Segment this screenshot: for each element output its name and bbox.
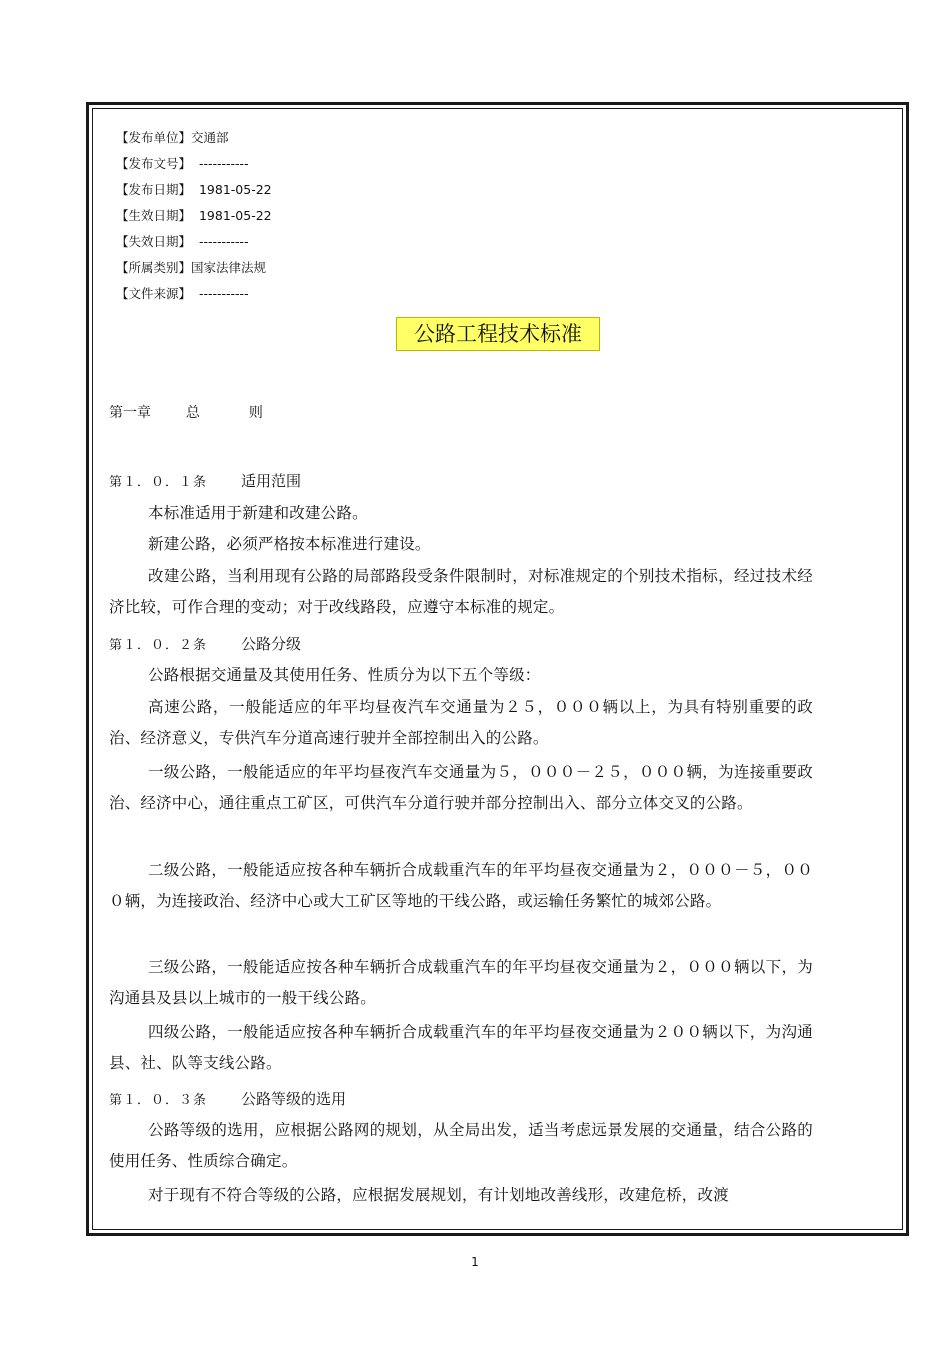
paragraph: 新建公路，必须严格按本标准进行建设。	[148, 535, 431, 553]
chapter-number: 第一章	[109, 405, 151, 421]
meta-source: 【文件来源】 -----------	[116, 286, 249, 301]
meta-effective-date: 【生效日期】 1981-05-22	[116, 208, 272, 223]
paragraph: 二级公路，一般能适应按各种车辆折合成载重汽车的年平均昼夜交通量为２，０００－５，０００辆，为连接政治、经济中心或大工矿区等地的干线公路，或运输任务繁忙的城郊公路。	[109, 861, 813, 910]
paragraph: 高速公路，一般能适应的年平均昼夜汽车交通量为２５，０００辆以上，为具有特别重要的政治、经济意义，专供汽车分道高速行驶并全部控制出入的公路。	[109, 698, 813, 747]
meta-doc-number: 【发布文号】 -----------	[116, 156, 249, 171]
meta-publish-date: 【发布日期】 1981-05-22	[116, 182, 272, 197]
article-2-heading	[109, 634, 301, 656]
article-1-heading	[109, 471, 301, 493]
document-title: 公路工程技术标准	[396, 317, 600, 351]
paragraph: 公路根据交通量及其使用任务、性质分为以下五个等级：	[148, 666, 541, 684]
article-number: 第１．０．３条	[109, 1093, 208, 1108]
paragraph: 三级公路，一般能适应按各种车辆折合成载重汽车的年平均昼夜交通量为２，０００辆以下，为沟通县及县以上城市的一般干线公路。	[109, 958, 813, 1007]
chapter-heading	[109, 403, 263, 423]
paragraph: 改建公路，当利用现有公路的局部路段受条件限制时，对标准规定的个别技术指标，经过技术经济比较，可作合理的变动；对于改线路段，应遵守本标准的规定。	[109, 567, 813, 616]
meta-publisher: 【发布单位】交通部	[116, 130, 229, 145]
article-number: 第１．０．１条	[109, 475, 208, 490]
meta-expiry-date: 【失效日期】 -----------	[116, 234, 249, 249]
paragraph: 四级公路，一般能适应按各种车辆折合成载重汽车的年平均昼夜交通量为２００辆以下，为沟通县、社、队等支线公路。	[109, 1023, 813, 1072]
article-title: 公路分级	[241, 635, 302, 653]
meta-category: 【所属类别】国家法律法规	[116, 260, 267, 275]
chapter-name-a: 总	[185, 405, 200, 421]
paragraph: 对于现有不符合等级的公路，应根据发展规划，有计划地改善线形，改建危桥，改渡	[148, 1186, 729, 1204]
page-number: 1	[471, 1255, 479, 1269]
article-number: 第１．０．２条	[109, 638, 208, 653]
article-3-heading	[109, 1089, 346, 1111]
paragraph: 本标准适用于新建和改建公路。	[148, 504, 368, 522]
paragraph: 一级公路，一般能适应的年平均昼夜汽车交通量为５，０００－２５，０００辆，为连接重要政治、经济中心，通往重点工矿区，可供汽车分道行驶并部分控制出入、部分立体交叉的公路。	[109, 763, 813, 812]
paragraph: 公路等级的选用，应根据公路网的规划，从全局出发，适当考虑远景发展的交通量，结合公路的使用任务、性质综合确定。	[109, 1121, 813, 1170]
article-title: 公路等级的选用	[241, 1090, 347, 1108]
chapter-name-b: 则	[248, 405, 263, 421]
article-title: 适用范围	[241, 472, 302, 490]
